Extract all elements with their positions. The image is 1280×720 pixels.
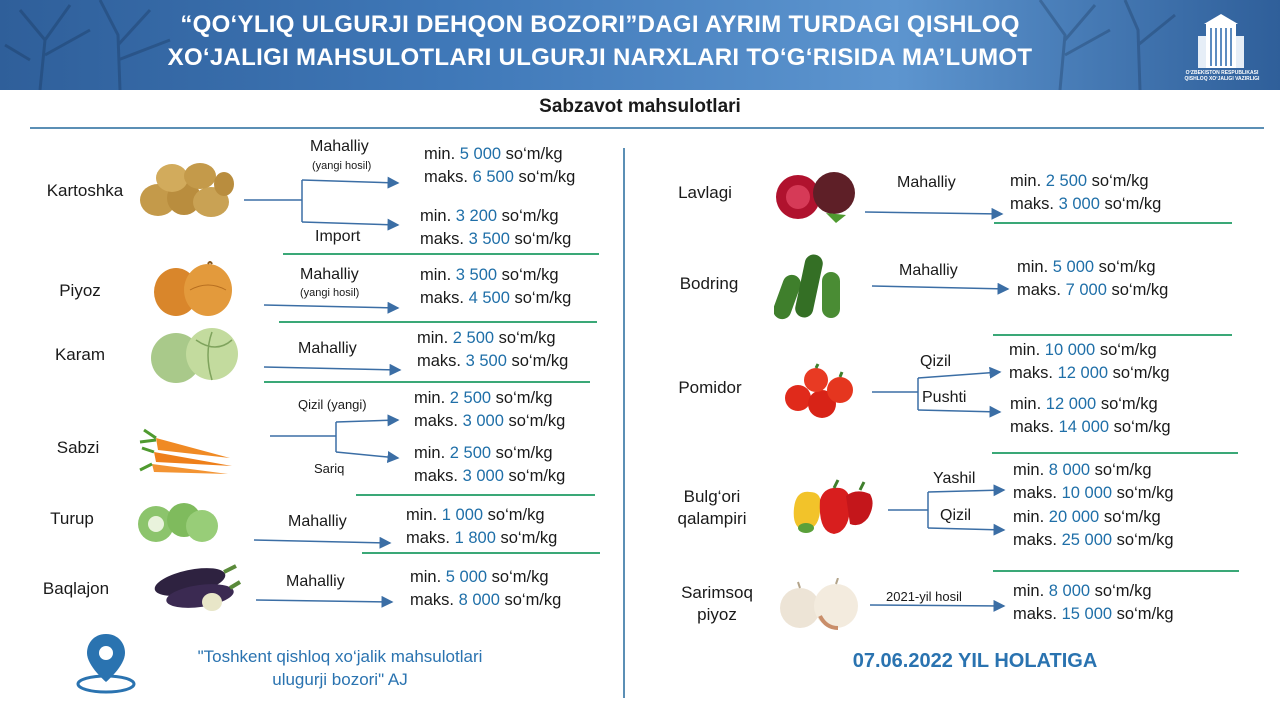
pomidor-pushti-label: Pushti [922, 389, 967, 406]
location-pin-icon [74, 630, 138, 694]
separator-line [283, 253, 599, 255]
sabzi-qizil-price: min. 2 500 so‘m/kg maks. 3 000 so‘m/kg [414, 389, 566, 430]
onion-image [150, 260, 235, 320]
kartoshka-mahalliy-note: (yangi hosil) [312, 160, 372, 172]
product-name-sabzi: Sabzi [56, 438, 100, 457]
product-name-sarimsoq: Sarimsoq piyoz [681, 583, 753, 624]
piyoz-mahalliy-note: (yangi hosil) [300, 287, 360, 299]
section-title: Sabzavot mahsulotlari [539, 96, 741, 117]
sarimsoq-price: min. 8 000 so‘m/kg maks. 15 000 so‘m/kg [1013, 582, 1174, 623]
product-name-bulgori: Bulg‘ori qalampiri [677, 487, 747, 528]
title-line-1: “QO‘YLIQ ULGURJI DEHQON BOZORI”DAGI AYRIM TURDAGI QISHLOQ [180, 11, 1020, 38]
bulgori-qizil-price: min. 20 000 so‘m/kg maks. 25 000 so‘m/kg [1013, 508, 1174, 549]
column-divider [623, 148, 625, 698]
kartoshka-mahalliy-label: Mahalliy [310, 138, 369, 155]
sabzi-sariq-label: Sariq [314, 461, 345, 476]
header-banner [0, 0, 1280, 90]
bodring-mahalliy-label: Mahalliy [899, 262, 958, 279]
sabzi-sariq-price: min. 2 500 so‘m/kg maks. 3 000 so‘m/kg [414, 444, 566, 485]
bodring-price: min. 5 000 so‘m/kg maks. 7 000 so‘m/kg [1017, 258, 1169, 299]
bulgori-qizil-label: Qizil [940, 507, 972, 524]
section-underline [30, 127, 1264, 129]
product-name-lavlagi: Lavlagi [678, 183, 732, 202]
kartoshka-import-price: min. 3 200 so‘m/kg maks. 3 500 so‘m/kg [420, 207, 572, 248]
beet-image [774, 163, 860, 225]
date-caption: 07.06.2022 YIL HOLATIGA [852, 650, 1098, 672]
bulgori-yashil-price: min. 8 000 so‘m/kg maks. 10 000 so‘m/kg [1013, 461, 1174, 502]
garlic-image [776, 578, 862, 632]
radish-image [136, 500, 220, 544]
pomidor-qizil-label: Qizil [920, 353, 952, 370]
sarimsoq-harvest-label: 2021-yil hosil [886, 589, 962, 604]
separator-line [279, 321, 597, 323]
pomidor-pushti-price: min. 12 000 so‘m/kg maks. 14 000 so‘m/kg [1010, 395, 1171, 436]
kartoshka-import-label: Import [315, 228, 361, 245]
bell-pepper-image [790, 478, 876, 538]
separator-line [994, 222, 1232, 224]
piyoz-price: min. 3 500 so‘m/kg maks. 4 500 so‘m/kg [420, 266, 572, 307]
product-name-pomidor: Pomidor [678, 378, 742, 397]
karam-mahalliy-label: Mahalliy [298, 340, 357, 357]
logo-caption: O‘ZBEKISTON RESPUBLIKASI QISHLOQ XO‘JALIGI VAZIRLIGI [1184, 70, 1260, 82]
kartoshka-mahalliy-price: min. 5 000 so‘m/kg maks. 6 500 so‘m/kg [424, 145, 576, 186]
source-caption: "Toshkent qishloq xo‘jalik mahsulotlari ulugurji bozori" AJ [197, 647, 483, 689]
product-name-bodring: Bodring [679, 274, 739, 293]
eggplant-image [150, 560, 242, 614]
turup-mahalliy-label: Mahalliy [288, 513, 347, 530]
separator-line [362, 552, 600, 554]
tomato-image [782, 362, 858, 420]
karam-price: min. 2 500 so‘m/kg maks. 3 500 so‘m/kg [417, 329, 569, 370]
cucumber-image [774, 250, 846, 322]
potato-image [136, 158, 236, 220]
page-title [70, 8, 1130, 74]
baqlajon-mahalliy-label: Mahalliy [286, 573, 345, 590]
lavlagi-price: min. 2 500 so‘m/kg maks. 3 000 so‘m/kg [1010, 172, 1162, 213]
separator-line [993, 570, 1239, 572]
sabzi-qizil-label: Qizil (yangi) [298, 397, 367, 412]
piyoz-mahalliy-label: Mahalliy [300, 266, 359, 283]
separator-line [993, 334, 1232, 336]
baqlajon-price: min. 5 000 so‘m/kg maks. 8 000 so‘m/kg [410, 568, 562, 609]
separator-line [992, 452, 1238, 454]
product-name-karam: Karam [54, 345, 106, 364]
bulgori-yashil-label: Yashil [933, 470, 976, 487]
product-name-turup: Turup [50, 509, 94, 528]
product-name-baqlajon: Baqlajon [42, 579, 110, 598]
turup-price: min. 1 000 so‘m/kg maks. 1 800 so‘m/kg [406, 506, 558, 547]
product-name-piyoz: Piyoz [59, 281, 101, 300]
separator-line [356, 494, 595, 496]
cabbage-image [146, 326, 244, 384]
product-name-kartoshka: Kartoshka [46, 181, 124, 200]
title-line-2: XO‘JALIGI MAHSULOTLARI ULGURJI NARXLARI TO‘G‘RISIDA MA’LUMOT [167, 44, 1033, 71]
separator-line [264, 381, 590, 383]
carrot-image [138, 428, 236, 478]
lavlagi-mahalliy-label: Mahalliy [897, 174, 956, 191]
pomidor-qizil-price: min. 10 000 so‘m/kg maks. 12 000 so‘m/kg [1009, 341, 1170, 382]
